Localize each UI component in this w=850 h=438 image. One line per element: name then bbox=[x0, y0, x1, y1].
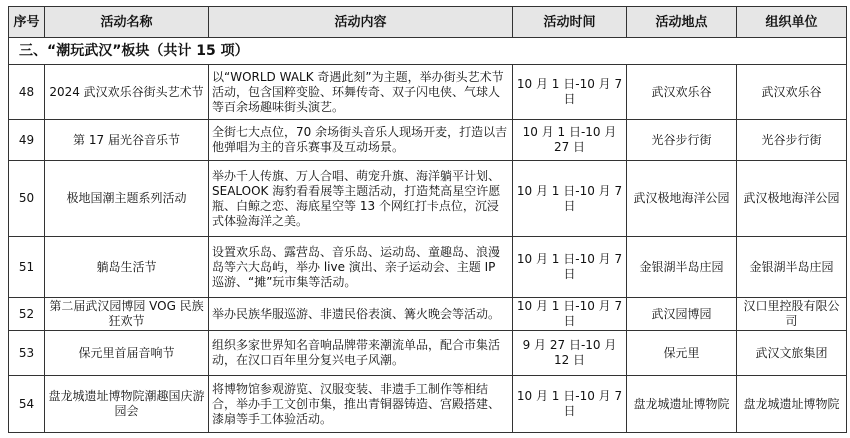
table-row bbox=[9, 376, 847, 433]
section-title: 三、“潮玩武汉”板块（共计 15 项） bbox=[9, 38, 847, 65]
row-no: 52 bbox=[9, 298, 45, 331]
row-no: 51 bbox=[9, 237, 45, 298]
row-place: 光谷步行街 bbox=[627, 120, 737, 161]
row-content: 举办千人传旗、万人合唱、萌宠升旗、海洋躺平计划、SEALOOK 海豹看看展等主题活动，打造梵高星空许愿瓶、白鲸之恋、海底星空等 13 个网红打卡点位，沉浸式体验海洋之美。 bbox=[209, 161, 513, 237]
table-row bbox=[9, 120, 847, 161]
section-row bbox=[9, 38, 847, 65]
row-org: 金银湖半岛庄园 bbox=[737, 237, 847, 298]
header-content: 活动内容 bbox=[209, 7, 513, 38]
row-content: 将博物馆参观游览、汉服变装、非遗手工制作等相结合，举办手工文创市集，推出青铜器铸造、宫殿搭建、漆扇等手工体验活动。 bbox=[209, 376, 513, 433]
row-place: 武汉极地海洋公园 bbox=[627, 161, 737, 237]
row-name: 极地国潮主题系列活动 bbox=[45, 161, 209, 237]
table-row bbox=[9, 298, 847, 331]
row-place: 武汉园博园 bbox=[627, 298, 737, 331]
row-content: 全街七大点位，70 余场街头音乐人现场开麦，打造以吉他弹唱为主的音乐赛事及互动场景。 bbox=[209, 120, 513, 161]
row-place: 盘龙城遗址博物院 bbox=[627, 376, 737, 433]
activity-table bbox=[8, 6, 847, 433]
row-org: 武汉欢乐谷 bbox=[737, 65, 847, 120]
header-row bbox=[9, 7, 847, 38]
row-name: 第 17 届光谷音乐节 bbox=[45, 120, 209, 161]
row-name: 第二届武汉园博园 VOG 民族狂欢节 bbox=[45, 298, 209, 331]
table-row bbox=[9, 161, 847, 237]
row-org: 武汉极地海洋公园 bbox=[737, 161, 847, 237]
table-row bbox=[9, 237, 847, 298]
row-org: 汉口里控股有限公司 bbox=[737, 298, 847, 331]
row-name: 盘龙城遗址博物院潮趣国庆游园会 bbox=[45, 376, 209, 433]
header-time: 活动时间 bbox=[513, 7, 627, 38]
table-row bbox=[9, 65, 847, 120]
row-place: 保元里 bbox=[627, 331, 737, 376]
row-time: 10 月 1 日-10 月 7 日 bbox=[513, 65, 627, 120]
row-content: 设置欢乐岛、露营岛、音乐岛、运动岛、童趣岛、浪漫岛等六大岛屿，举办 live 演出、亲子运动会、主题 IP 巡游、“摊”玩市集等活动。 bbox=[209, 237, 513, 298]
row-name: 躺岛生活节 bbox=[45, 237, 209, 298]
row-content: 举办民族华服巡游、非遗民俗表演、篝火晚会等活动。 bbox=[209, 298, 513, 331]
header-org: 组织单位 bbox=[737, 7, 847, 38]
row-time: 9 月 27 日-10 月 12 日 bbox=[513, 331, 627, 376]
table-row bbox=[9, 331, 847, 376]
row-no: 48 bbox=[9, 65, 45, 120]
header-place: 活动地点 bbox=[627, 7, 737, 38]
row-no: 53 bbox=[9, 331, 45, 376]
row-time: 10 月 1 日-10 月 7 日 bbox=[513, 376, 627, 433]
row-no: 49 bbox=[9, 120, 45, 161]
row-name: 保元里首届音响节 bbox=[45, 331, 209, 376]
row-place: 武汉欢乐谷 bbox=[627, 65, 737, 120]
row-time: 10 月 1 日-10 月 7 日 bbox=[513, 161, 627, 237]
row-time: 10 月 1 日-10 月 7 日 bbox=[513, 237, 627, 298]
row-place: 金银湖半岛庄园 bbox=[627, 237, 737, 298]
row-org: 武汉文旅集团 bbox=[737, 331, 847, 376]
header-no: 序号 bbox=[9, 7, 45, 38]
row-name: 2024 武汉欢乐谷街头艺术节 bbox=[45, 65, 209, 120]
row-time: 10 月 1 日-10 月 7 日 bbox=[513, 298, 627, 331]
row-no: 54 bbox=[9, 376, 45, 433]
header-name: 活动名称 bbox=[45, 7, 209, 38]
row-org: 光谷步行街 bbox=[737, 120, 847, 161]
row-time: 10 月 1 日-10 月 27 日 bbox=[513, 120, 627, 161]
row-content: 组织多家世界知名音响品牌带来潮流单品，配合市集活动，在汉口百年里分复兴电子风潮。 bbox=[209, 331, 513, 376]
row-no: 50 bbox=[9, 161, 45, 237]
row-content: 以“WORLD WALK 奇遇此刻”为主题，举办街头艺术节活动，包含国粹变脸、环舞传奇、双子闪电侠、气球人等百余场趣味街头演艺。 bbox=[209, 65, 513, 120]
row-org: 盘龙城遗址博物院 bbox=[737, 376, 847, 433]
